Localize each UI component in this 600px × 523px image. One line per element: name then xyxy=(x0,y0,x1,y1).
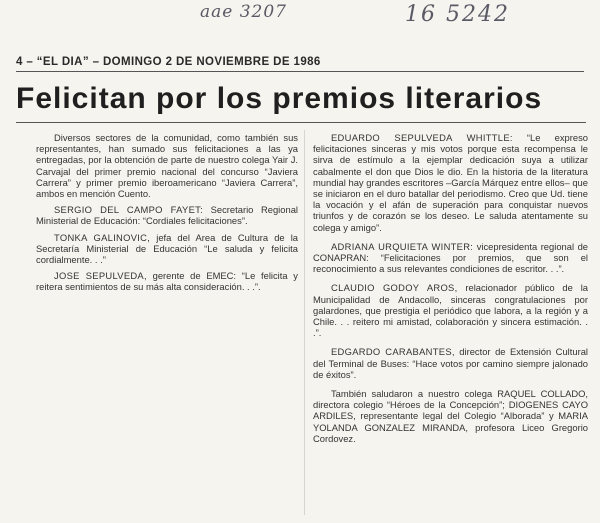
paragraph-text: También saludaron a nuestro colega RAQUEL COLLADO, directora colegio “Héroes de la Concepción”; DIOGENES CAYO ARDILES, representante legal del Colegio “Alborada” y MARIA YOLANDA GONZALEZ MIRANDA, profesora Liceo Gregorio Cordovez. xyxy=(313,388,588,444)
article-right-column xyxy=(313,132,588,452)
paragraph-adriana-urquieta xyxy=(313,241,588,275)
person-name: TONKA GALINOVIC, xyxy=(54,231,151,243)
paragraph-text: relacionador público de la Municipalidad de Andacollo, sinceras congratulaciones por galardones, que prestigia el periódico que labora, a la región y a Chile. . . reitero mi amistad, colaboración y sincera estimación. . .”. xyxy=(313,282,588,339)
paragraph-text: gerente de EMEC: “Le felicita y reitera sentimientos de su más alta consideración. . .”. xyxy=(36,270,298,293)
handwritten-catalog-number: 16 5242 xyxy=(405,2,510,27)
paragraph-claudio-godoy xyxy=(313,282,588,338)
paragraph-text: director de Extensión Cultural del Terminal de Buses: “Hace votos por camino siempre jalonado de éxitos”. xyxy=(313,346,588,380)
paragraph-text: “Le expreso felicitaciones sinceras y mis votos porque esta recompensa le sirva de estímulo a la ejemplar dedicación suya a utilizar cabalmente el don que Dios le dio. En la historia de la literatura mundial hay grandes escritores –García Márquez entre ellos– que se iniciaron en el duro batallar del periodismo. Creo que Ud. tiene la vocación y el afán de superación para conquistar nuevos triunfos y de corazón se los deseo. Le saluda atentamente su colega y amigo”. xyxy=(313,132,588,233)
paragraph-other-greetings xyxy=(313,388,588,444)
person-name: EDUARDO SEPULVEDA WHITTLE: xyxy=(331,132,513,143)
article-left-column xyxy=(36,132,298,298)
person-name: ADRIANA URQUIETA WINTER: xyxy=(331,240,474,252)
paragraph-tonka-galinovic xyxy=(36,232,298,266)
paragraph-intro xyxy=(36,132,298,199)
person-name: SERGIO DEL CAMPO FAYET: xyxy=(54,204,204,216)
paragraph-edgardo-carabantes xyxy=(313,346,588,380)
handwritten-archive-code: aae 3207 xyxy=(200,2,287,22)
paragraph-text: Secretario Regional Ministerial de Educación: “Cordiales felicitaciones”. xyxy=(36,204,298,227)
column-divider xyxy=(304,130,305,515)
paragraph-text: jefa del Area de Cultura de la Secretaría Ministerial de Educación “Le saluda y felicita cordialmente. . .” xyxy=(36,231,298,266)
paragraph-text: Diversos sectores de la comunidad, como también sus representantes, han sumado sus felicitaciones a las ya entregadas, por la obtención de parte de nuestro colega Yair J. Carvajal del primer premio nacional del concurso “Javiera Carrera” y primer premio iberoamericano “Javiera Carrera”, ambos en mención Cuento. xyxy=(36,132,298,200)
paragraph-sergio-del-campo xyxy=(36,204,298,226)
person-name: EDGARDO CARABANTES, xyxy=(331,346,455,358)
article-headline: Felicitan por los premios literarios xyxy=(16,82,586,123)
person-name: JOSE SEPULVEDA, xyxy=(54,270,147,282)
person-name: CLAUDIO GODOY AROS, xyxy=(331,282,458,294)
paragraph-text: vicepresidenta regional de CONAPRAN: “Felicitaciones por premios, que son el reconocimiento a sus relevantes condiciones de escritor. . .”. xyxy=(313,240,588,275)
paragraph-eduardo-sepulveda xyxy=(313,132,588,233)
paragraph-jose-sepulveda xyxy=(36,270,298,292)
newspaper-header-line: 4 – “EL DIA” – DOMINGO 2 DE NOVIEMBRE DE 1986 xyxy=(16,56,584,72)
